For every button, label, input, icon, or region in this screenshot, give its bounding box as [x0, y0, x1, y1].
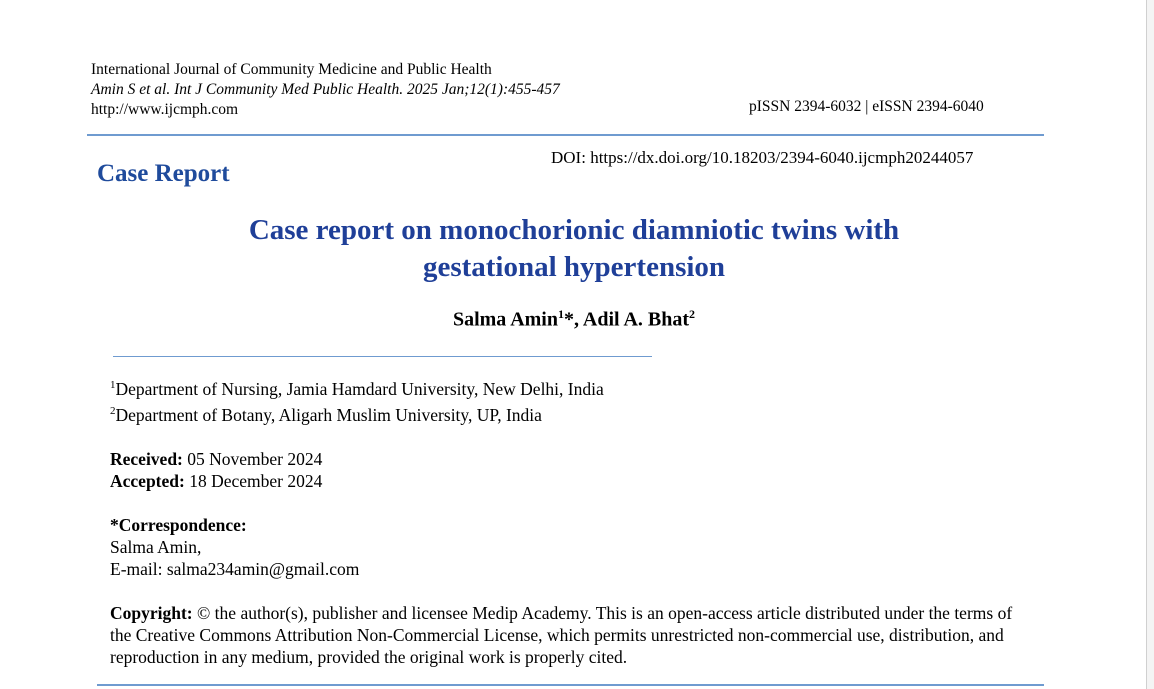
affiliation-number: 1: [110, 379, 116, 391]
received-date: [110, 448, 1040, 470]
doi-link[interactable]: DOI: https://dx.doi.org/10.18203/2394-6040.ijcmph20244057: [551, 148, 974, 167]
article-title-line-1: Case report on monochorionic diamniotic twins with: [248, 214, 900, 246]
section-label: Case Report: [97, 160, 230, 187]
received-value: 05 November 2024: [182, 448, 323, 469]
header-divider: [87, 134, 1044, 136]
corresponding-mark: *: [563, 308, 574, 331]
author-affiliation-number: 1: [557, 307, 564, 321]
copyright-label: Copyright:: [110, 602, 193, 623]
received-label: Received:: [110, 448, 183, 469]
accepted-label: Accepted:: [110, 470, 185, 491]
copyright-notice: [110, 602, 1035, 668]
author-affiliation-number: 2: [689, 307, 696, 321]
affiliation-text: Department of Nursing, Jamia Hamdard University, New Delhi, India: [115, 378, 604, 399]
citation: Amin S et al. Int J Community Med Public Health. 2025 Jan;12(1):455-457: [91, 81, 560, 98]
journal-name: International Journal of Community Medicine and Public Health: [91, 61, 492, 78]
author-name: Adil A. Bhat: [582, 308, 690, 331]
abstract-box-top-border: [97, 684, 1044, 686]
affiliation-text: Department of Botany, Aligarh Muslim University, UP, India: [115, 404, 542, 425]
article-metadata: [110, 374, 1040, 668]
correspondence-name: Salma Amin,: [110, 536, 202, 557]
affiliation-number: 2: [110, 404, 116, 417]
affiliation: [110, 374, 1040, 400]
journal-website-link[interactable]: http://www.ijcmph.com: [91, 101, 239, 118]
author-divider: [113, 356, 652, 357]
scrollbar-track[interactable]: [1146, 0, 1154, 689]
accepted-value: 18 December 2024: [184, 470, 323, 491]
correspondence-label: *Correspondence:: [110, 514, 247, 535]
accepted-date: [110, 470, 1040, 492]
author-separator: ,: [573, 308, 583, 331]
issn: pISSN 2394-6032 | eISSN 2394-6040: [749, 98, 984, 115]
copyright-text: © the author(s), publisher and licensee Medip Academy. This is an open-access article distributed under the terms of the Creative Commons Attribution Non-Commercial License, which permits unrestricted non-commercial use, distribution, and reproduction in any medium, provided the original work is properly cited.: [110, 602, 1013, 667]
author-list: [150, 307, 998, 332]
affiliation: [110, 400, 1040, 426]
author-name: Salma Amin: [452, 308, 558, 331]
article-title: [150, 212, 998, 286]
correspondence-email[interactable]: E-mail: salma234amin@gmail.com: [110, 558, 360, 579]
article-title-line-2: gestational hypertension: [422, 251, 726, 283]
